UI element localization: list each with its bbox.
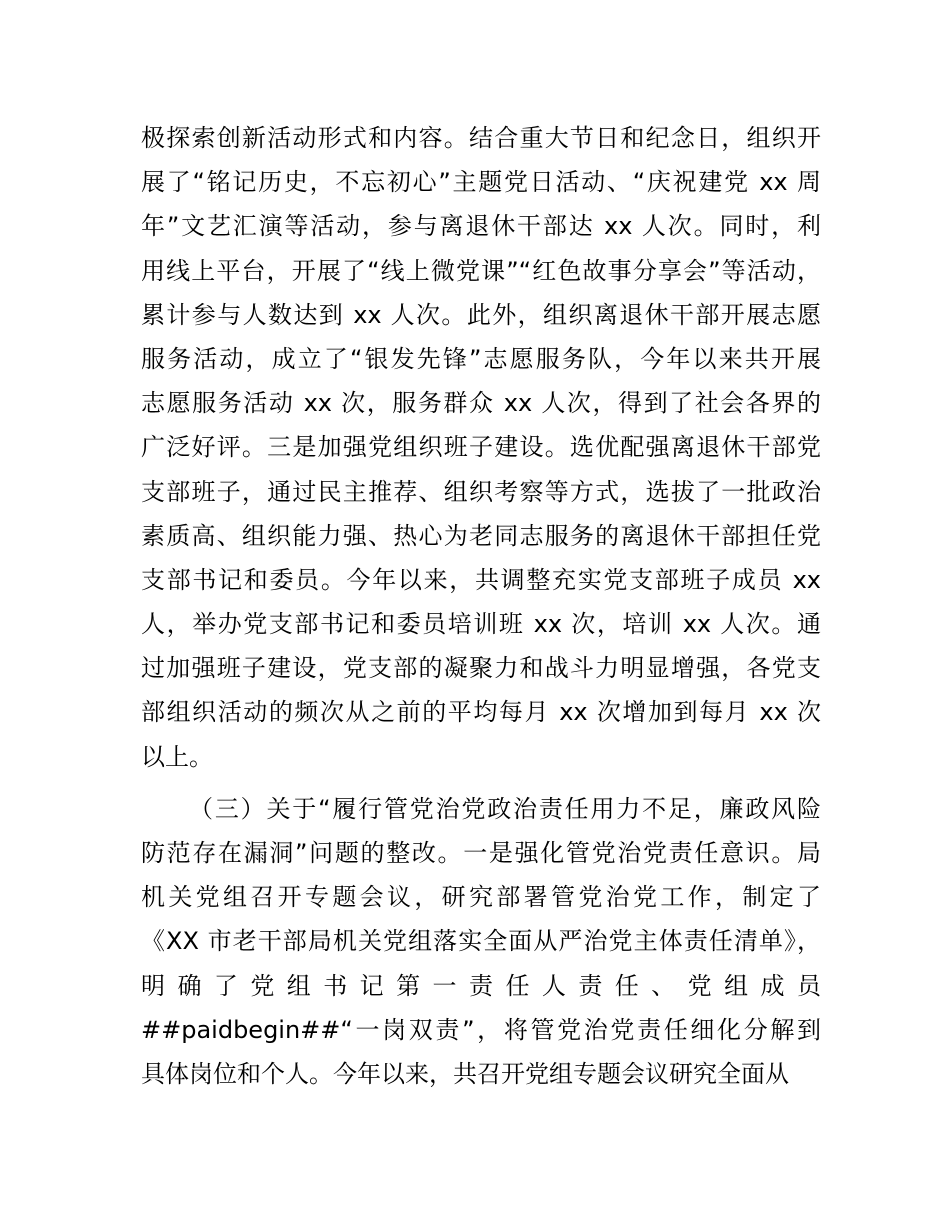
text-line: 年”文艺汇演等活动，参与离退休干部达 xx 人次。同时，利	[141, 212, 821, 241]
text-line: 展了“铭记历史，不忘初心”主题党日活动、“庆祝建党 xx 周	[141, 168, 821, 197]
text-line: 防范存在漏洞”问题的整改。一是强化管党治党责任意识。局	[141, 839, 821, 867]
text-line: 极探索创新活动形式和内容。结合重大节日和纪念日，组织开	[141, 124, 821, 152]
text-line: 用线上平台，开展了“线上微党课”“红色故事分享会”等活动，	[141, 256, 821, 285]
text-line: 部组织活动的频次从之前的平均每月 xx 次增加到每月 xx 次	[141, 698, 821, 727]
text-line: 具体岗位和个人。今年以来，共召开党组专题会议研究全面从	[141, 1059, 789, 1088]
text-line: 志愿服务活动 xx 次，服务群众 xx 人次，得到了社会各界的	[141, 389, 821, 418]
text-line: 人，举办党支部书记和委员培训班 xx 次，培训 xx 人次。通	[141, 610, 821, 639]
text-line: 广泛好评。三是加强党组织班子建设。选优配强离退休干部党	[141, 433, 821, 462]
text-line: 以上。	[141, 742, 213, 771]
text-line: 支部班子，通过民主推荐、组织考察等方式，选拔了一批政治	[141, 477, 821, 506]
paragraph-1	[141, 116, 821, 779]
text-line: 累计参与人数达到 xx 人次。此外，组织离退休干部开展志愿	[141, 300, 821, 329]
text-line: ##paidbegin##“一岗双责”，将管党治党责任细化分解到	[141, 1015, 821, 1044]
text-line: 机关党组召开专题会议，研究部署管党治党工作，制定了	[141, 883, 821, 912]
text-line: 素质高、组织能力强、热心为老同志服务的离退休干部担任党	[141, 521, 821, 550]
document-body	[141, 116, 821, 1096]
paragraph-spacer	[141, 779, 821, 787]
text-line: 服务活动，成立了“银发先锋”志愿服务队，今年以来共开展	[141, 344, 821, 373]
paragraph-2	[141, 787, 821, 1096]
text-line: 支部书记和委员。今年以来，共调整充实党支部班子成员 xx	[141, 565, 821, 594]
text-line: 明确了党组书记第一责任人责任、党组成员	[141, 971, 821, 1000]
text-line: 过加强班子建设，党支部的凝聚力和战斗力明显增强，各党支	[141, 654, 821, 683]
text-line: 《XX 市老干部局机关党组落实全面从严治党主体责任清单》，	[141, 927, 821, 956]
text-line: （三）关于“履行管党治党政治责任用力不足，廉政风险	[189, 794, 821, 823]
